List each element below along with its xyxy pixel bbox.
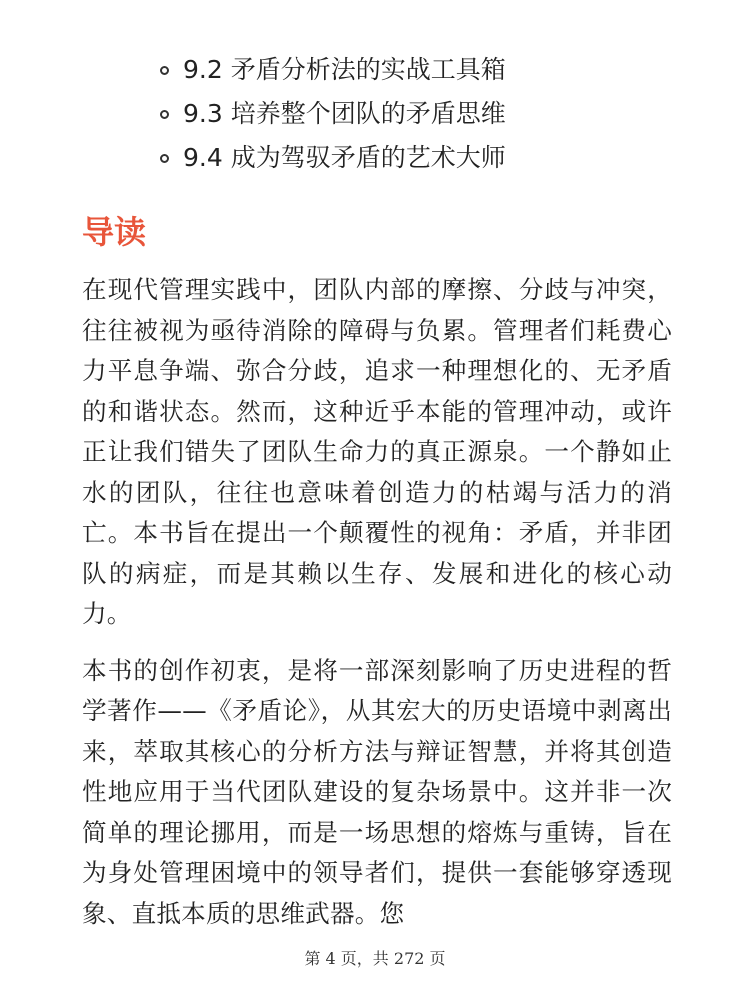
body-paragraph: 在现代管理实践中，团队内部的摩擦、分歧与冲突，往往被视为亟待消除的障碍与负累。管理者们耗费心力平息争端、弥合分歧，追求一种理想化的、无矛盾的和谐状态。然而，这种近乎本能的管理冲动，或许正让我们错失了团队生命力的真正源泉。一个静如止水的团队，往往也意味着创造力的枯竭与活力的消亡。本书旨在提出一个颠覆性的视角：矛盾，并非团队的病症，而是其赖以生存、发展和进化的核心动力。 (82, 275, 672, 628)
section-heading: 导读 (82, 213, 147, 251)
toc-item[interactable] (160, 92, 506, 136)
hollow-circle-bullet-icon (160, 66, 169, 75)
page-number-footer: 第 4 页，共 272 页 (304, 949, 446, 968)
toc-item-label: 9.3 培养整个团队的矛盾思维 (183, 99, 506, 128)
toc-item[interactable] (160, 136, 506, 180)
toc-item[interactable] (160, 48, 506, 92)
toc-item-label: 9.2 矛盾分析法的实战工具箱 (183, 55, 506, 84)
hollow-circle-bullet-icon (160, 154, 169, 163)
body-paragraph: 本书的创作初衷，是将一部深刻影响了历史进程的哲学著作——《矛盾论》，从其宏大的历史语境中剥离出来，萃取其核心的分析方法与辩证智慧，并将其创造性地应用于当代团队建设的复杂场景中。这并非一次简单的理论挪用，而是一场思想的熔炼与重铸，旨在为身处管理困境中的领导者们，提供一套能够穿透现象、直抵本质的思维武器。您 (82, 655, 672, 928)
toc-item-label: 9.4 成为驾驭矛盾的艺术大师 (183, 143, 506, 172)
table-of-contents (160, 48, 506, 180)
hollow-circle-bullet-icon (160, 110, 169, 119)
section-body (82, 270, 672, 950)
